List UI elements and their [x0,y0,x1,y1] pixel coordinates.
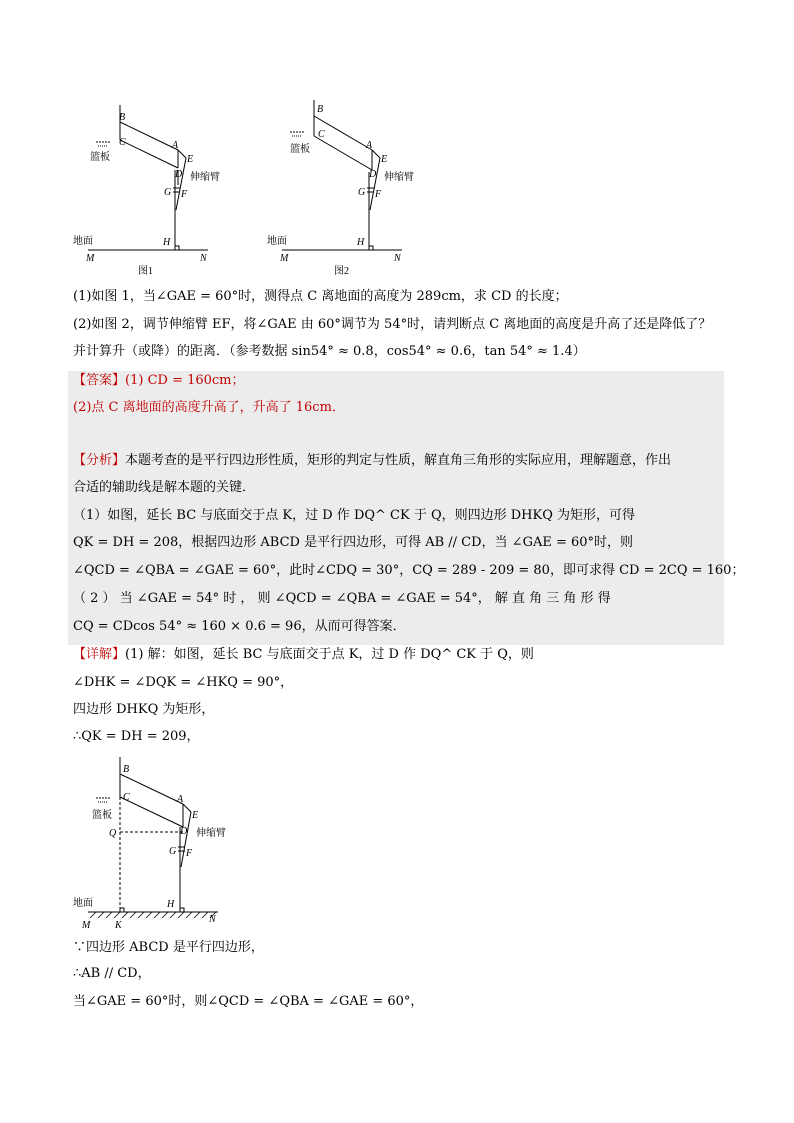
label-A: A [366,140,373,151]
label-G: G [164,187,172,198]
label-B: B [119,112,126,123]
figure-3 [68,752,238,932]
board-label: 篮板 [92,810,112,821]
analysis-line-7: CQ = CDcos 54° ≈ 160 × 0.6 = 96，从而可得答案． [73,619,406,634]
label-D: D [369,169,377,180]
label-A: A [172,140,179,151]
label-D: D [180,826,188,837]
label-A: A [177,794,184,805]
detail-line-7: 当∠GAE = 60°时，则∠QCD = ∠QBA = ∠GAE = 60°， [73,994,424,1009]
detail-line-2: ∠DHK = ∠DQK = ∠HKQ = 90°， [73,675,294,690]
ground-label: 地面 [73,898,93,909]
label-G: G [358,187,366,198]
label-N: N [200,253,207,264]
figure-caption: 图2 [334,266,349,277]
label-C: C [123,792,130,803]
label-E: E [192,810,199,821]
arm-label: 伸缩臂 [190,172,220,183]
label-N: N [394,253,401,264]
label-E: E [381,154,388,165]
analysis-line-4: QK = DH = 208，根据四边形 ABCD 是平行四边形，可得 AB // CD，当 ∠GAE = 60°时，则 [73,535,634,550]
analysis-text-1: 本题考查的是平行四边形性质，矩形的判定与性质，解直角三角形的实际应用，理解题意，作出 [125,453,672,468]
label-E: E [187,154,194,165]
detail-text-1: (1) 解：如图，延长 BC 与底面交于点 K，过 D 作 DQ^ CK 于 Q，则 [125,647,534,662]
analysis-line-2: 合适的辅助线是解本题的关键． [73,480,256,495]
analysis-line-1 [73,452,671,470]
board-label: 篮板 [290,144,310,155]
answer-line-1 [73,372,245,390]
label-M: M [280,253,289,264]
detail-line-6: ∴AB // CD， [73,966,151,981]
detail-tag: 【详解】 [73,647,126,662]
analysis-line-3: （1）如图，延长 BC 与底面交于点 K，过 D 作 DQ^ CK 于 Q，则四边形 DHKQ 为矩形，可得 [73,508,636,523]
answer-1: (1) CD = 160cm； [125,373,245,388]
label-M: M [82,920,91,931]
detail-line-4: ∴QK = DH = 209， [73,729,200,744]
arm-label: 伸缩臂 [196,828,226,839]
label-M: M [86,253,95,264]
detail-line-5: ∵四边形 ABCD 是平行四边形， [73,940,264,955]
label-F: F [186,848,193,859]
label-C: C [318,129,325,140]
label-F: F [375,189,382,200]
answer-tag: 【答案】 [73,373,126,388]
label-H: H [167,899,175,910]
label-K: K [115,920,122,931]
arm-label: 伸缩臂 [384,172,414,183]
label-F: F [181,189,188,200]
label-D: D [175,169,183,180]
label-G: G [169,846,177,857]
label-B: B [317,104,324,115]
label-N: N [209,914,216,925]
label-H: H [357,237,365,248]
label-Q: Q [109,828,117,839]
figure-1 [68,100,228,280]
label-B: B [123,764,130,775]
question-2-cont: 并计算升（或降）的距离．（参考数据 sin54° ≈ 0.8，cos54° ≈ 0.6，tan 54° ≈ 1.4） [73,344,586,359]
analysis-tag: 【分析】 [73,453,126,468]
ground-label: 地面 [73,236,93,247]
question-2: (2)如图 2，调节伸缩臂 EF，将∠GAE 由 60°调节为 54°时，请判断点 C 离地面的高度是升高了还是降低了？ [73,317,712,332]
detail-line-3: 四边形 DHKQ 为矩形， [73,702,215,717]
board-label: 篮板 [90,152,110,163]
ground-label: 地面 [267,236,287,247]
label-H: H [163,237,171,248]
answer-2: (2)点 C 离地面的高度升高了，升高了 16cm． [73,400,345,415]
question-1: (1)如图 1，当∠GAE = 60°时，测得点 C 离地面的高度为 289cm，求 CD 的长度； [73,289,568,304]
figure-caption: 图1 [138,266,153,277]
detail-line-1 [73,646,534,664]
analysis-line-5: ∠QCD = ∠QBA = ∠GAE = 60°，此时∠CDQ = 30°，CQ = 289 - 209 = 80，即可求得 CD = 2CQ = 160； [73,563,745,578]
analysis-line-6: （ 2 ） 当 ∠GAE = 54° 时 ， 则 ∠QCD = ∠QBA = ∠GAE = 54°， 解 直 角 三 角 形 得 [73,591,611,606]
figure-2 [262,100,422,280]
label-C: C [119,137,126,148]
